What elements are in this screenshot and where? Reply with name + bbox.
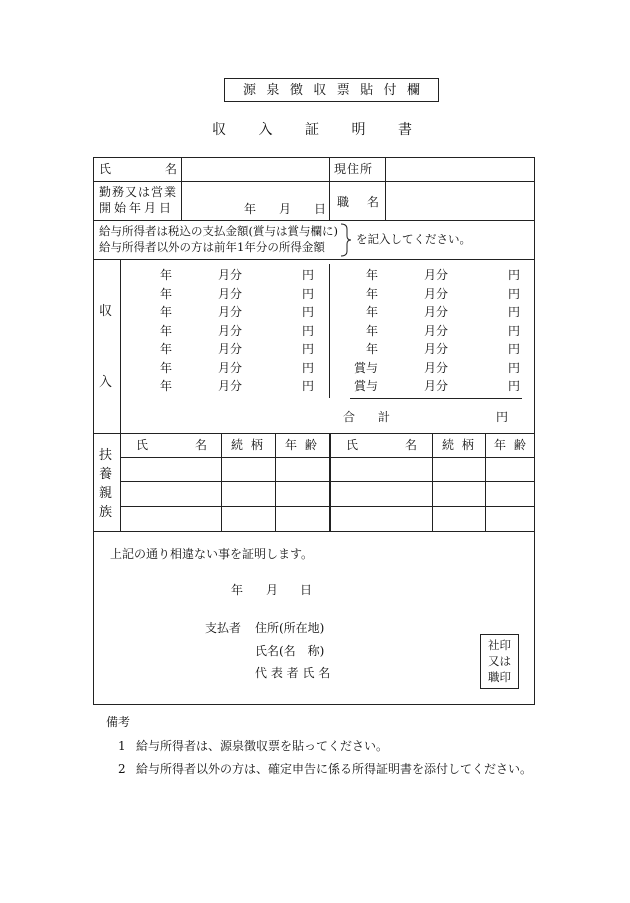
note-num: 2 (118, 762, 126, 776)
income-row[interactable]: 年 月分 円 (366, 268, 521, 282)
table-row[interactable] (121, 482, 534, 505)
certification-day: 日 (300, 583, 313, 597)
brace-icon (340, 223, 352, 257)
certification-month: 月 (266, 583, 279, 597)
dependents-col-name2-right: 名 (405, 438, 418, 452)
income-row[interactable]: 年 月分 円 (366, 305, 521, 319)
address-label: 現住所 (334, 162, 374, 176)
income-row[interactable]: 年 月分 円 (160, 342, 315, 356)
dependents-col-name-right: 氏 (346, 438, 359, 452)
seal-line-3: 職印 (488, 670, 511, 684)
certification-statement: 上記の通り相違ない事を証明します。 (110, 547, 314, 561)
employment-day: 日 (314, 202, 327, 216)
dependents-col-name2-left: 名 (195, 438, 208, 452)
notes-heading: 備考 (106, 715, 131, 729)
payer-address-label: 住所(所在地) (255, 621, 325, 635)
employment-year: 年 (244, 202, 257, 216)
name-label: 氏 (99, 162, 112, 176)
total-field[interactable] (395, 404, 495, 424)
employment-label-line2: 開始年月日 (99, 201, 175, 215)
instruction-line1: 給与所得者は税込の支払金額(賞与は賞与欄に) (99, 224, 338, 238)
income-row[interactable]: 年 月分 円 (160, 324, 315, 338)
stamp-box-label: 源 泉 徴 収 票 貼 付 欄 (243, 83, 420, 98)
income-row[interactable]: 年 月分 円 (160, 287, 315, 301)
job-label-2: 名 (367, 195, 380, 209)
seal-line-1: 社印 (488, 638, 511, 652)
income-side-label-1: 収 (99, 304, 113, 319)
address-field[interactable] (386, 158, 534, 180)
total-label-1: 合 (343, 410, 356, 424)
dependents-side-label-4: 族 (99, 505, 113, 520)
dependents-col-age-right: 年 齢 (494, 438, 528, 452)
employment-label-line1: 勤務又は営業 (99, 185, 178, 199)
seal-box (480, 634, 519, 689)
dependents-col-relation-right: 続 柄 (442, 438, 476, 452)
job-field[interactable] (386, 182, 534, 219)
instruction-line2: 給与所得者以外の方は前年1年分の所得金額 (99, 240, 325, 254)
note-num: 1 (118, 739, 126, 753)
name-label-2: 名 (165, 162, 178, 176)
income-side-label-2: 入 (99, 375, 113, 390)
payer-label: 支払者 (205, 621, 242, 635)
income-row[interactable]: 年 月分 円 (366, 287, 521, 301)
income-row[interactable]: 年 月分 円 (160, 379, 315, 393)
dependents-side-label-1: 扶 (99, 448, 113, 463)
total-unit: 円 (496, 410, 509, 424)
total-label-2: 計 (378, 410, 391, 424)
income-row[interactable]: 賞与 月分 円 (354, 379, 521, 393)
income-row[interactable]: 年 月分 円 (366, 324, 521, 338)
page-title: 収 入 証 明 書 (212, 122, 412, 138)
representative-label: 代 表 者 氏 名 (255, 666, 331, 680)
income-row[interactable]: 年 月分 円 (366, 342, 521, 356)
dependents-col-age-left: 年 齢 (285, 438, 319, 452)
dependents-side-label-2: 養 (99, 467, 113, 482)
income-row[interactable]: 年 月分 円 (160, 268, 315, 282)
note-text: 給与所得者は、源泉徴収票を貼ってください。 (136, 739, 389, 753)
dependents-side-label-3: 親 (99, 486, 113, 501)
income-row[interactable]: 年 月分 円 (160, 361, 315, 375)
name-field[interactable] (182, 158, 328, 180)
table-row[interactable] (121, 507, 534, 530)
employment-month: 月 (279, 202, 292, 216)
dependents-col-name-left: 氏 (136, 438, 149, 452)
income-row[interactable]: 年 月分 円 (160, 305, 315, 319)
note-text: 給与所得者以外の方は、確定申告に係る所得証明書を添付してください。 (136, 762, 533, 776)
dependents-col-relation-left: 続 柄 (231, 438, 265, 452)
certification-year: 年 (231, 583, 244, 597)
job-label: 職 (337, 195, 350, 209)
seal-line-2: 又は (488, 654, 511, 668)
stamp-box (224, 78, 439, 102)
instruction-suffix: を記入してください。 (356, 232, 471, 246)
table-row[interactable] (121, 458, 534, 480)
income-row[interactable]: 賞与 月分 円 (354, 361, 521, 375)
payer-name-label: 氏名(名 称) (255, 644, 325, 658)
